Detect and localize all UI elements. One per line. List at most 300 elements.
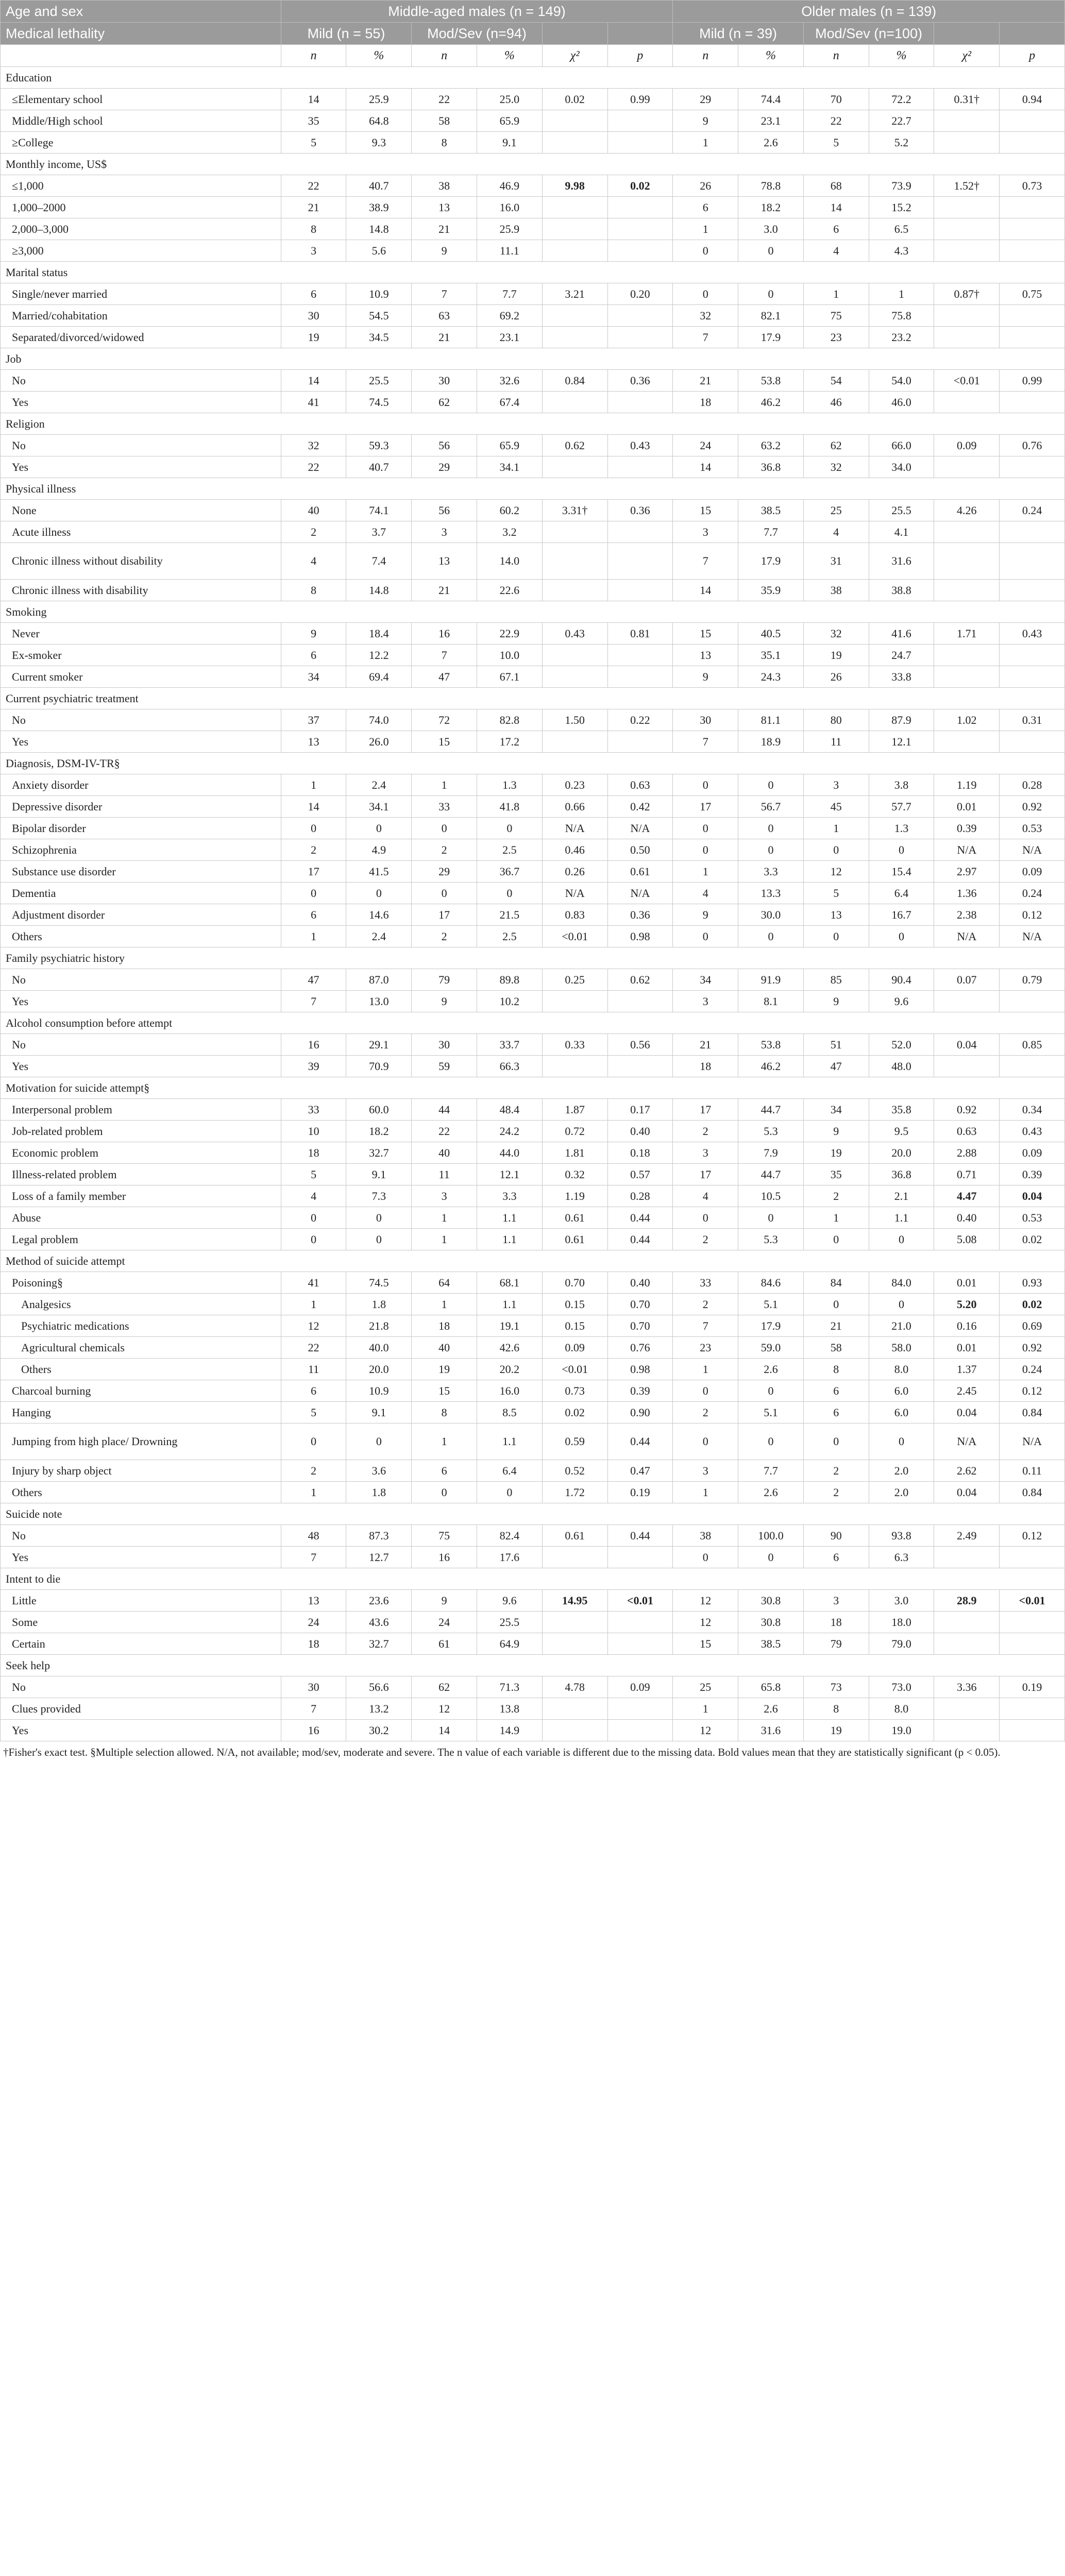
value-cell: 30: [673, 709, 738, 731]
value-cell: 23: [803, 327, 869, 348]
value-cell: 0.26: [542, 861, 607, 883]
value-cell: 1.50: [542, 709, 607, 731]
subheader-cell: n: [281, 45, 346, 67]
header-blank: [542, 23, 607, 45]
value-cell: 64.8: [346, 110, 412, 132]
section-label: Physical illness: [1, 478, 1065, 500]
value-cell: 34.1: [346, 796, 412, 818]
value-cell: 0.93: [1000, 1272, 1065, 1294]
value-cell: <0.01: [542, 926, 607, 947]
value-cell: 23: [673, 1337, 738, 1359]
row-label: Poisoning§: [1, 1272, 281, 1294]
value-cell: 5: [803, 883, 869, 904]
value-cell: N/A: [1000, 1423, 1065, 1460]
table-row: [1, 904, 1065, 926]
value-cell: 75: [412, 1525, 477, 1547]
row-label: ≥College: [1, 132, 281, 154]
value-cell: 0: [412, 883, 477, 904]
value-cell: 19: [803, 1142, 869, 1164]
value-cell: 38.5: [738, 500, 804, 521]
section-label: Religion: [1, 413, 1065, 435]
section-row: [1, 601, 1065, 623]
value-cell: 0: [738, 1380, 804, 1402]
value-cell: [1000, 1056, 1065, 1077]
value-cell: 32.7: [346, 1142, 412, 1164]
value-cell: [934, 521, 1000, 543]
value-cell: [542, 731, 607, 753]
value-cell: 21: [412, 580, 477, 601]
value-cell: [542, 991, 607, 1012]
value-cell: 8: [803, 1698, 869, 1720]
value-cell: 1.1: [477, 1229, 543, 1250]
value-cell: 38: [803, 580, 869, 601]
value-cell: 0.72: [542, 1121, 607, 1142]
value-cell: 72.2: [869, 89, 934, 110]
table-row: [1, 1676, 1065, 1698]
value-cell: 0: [673, 1423, 738, 1460]
value-cell: 0: [738, 839, 804, 861]
header-blank: [1000, 23, 1065, 45]
value-cell: 82.4: [477, 1525, 543, 1547]
value-cell: 24: [281, 1612, 346, 1633]
row-label: Never: [1, 623, 281, 645]
value-cell: 18.0: [869, 1612, 934, 1633]
value-cell: 0.73: [1000, 175, 1065, 197]
header-old-modsev: Mod/Sev (n=100): [803, 23, 934, 45]
value-cell: 4.78: [542, 1676, 607, 1698]
value-cell: 9: [673, 904, 738, 926]
value-cell: 24: [412, 1612, 477, 1633]
value-cell: 2: [803, 1482, 869, 1503]
value-cell: 5.6: [346, 240, 412, 262]
section-label: Family psychiatric history: [1, 947, 1065, 969]
value-cell: [542, 110, 607, 132]
value-cell: 30: [412, 370, 477, 392]
value-cell: 38.8: [869, 580, 934, 601]
row-label: Interpersonal problem: [1, 1099, 281, 1121]
value-cell: 30: [281, 1676, 346, 1698]
value-cell: N/A: [542, 818, 607, 839]
value-cell: [934, 1612, 1000, 1633]
value-cell: 84.0: [869, 1272, 934, 1294]
value-cell: [542, 392, 607, 413]
value-cell: 3.31†: [542, 500, 607, 521]
value-cell: 45: [803, 796, 869, 818]
value-cell: [1000, 1698, 1065, 1720]
value-cell: 19.0: [869, 1720, 934, 1741]
value-cell: 10: [281, 1121, 346, 1142]
table-row: [1, 1423, 1065, 1460]
row-label: Schizophrenia: [1, 839, 281, 861]
value-cell: [542, 645, 607, 666]
row-label: Economic problem: [1, 1142, 281, 1164]
value-cell: 19: [281, 327, 346, 348]
table-row: [1, 327, 1065, 348]
value-cell: 79: [803, 1633, 869, 1655]
table-row: [1, 500, 1065, 521]
value-cell: 19: [803, 1720, 869, 1741]
table-row: [1, 926, 1065, 947]
value-cell: 57.7: [869, 796, 934, 818]
value-cell: 1: [673, 1482, 738, 1503]
value-cell: 8: [412, 1402, 477, 1423]
row-label: Certain: [1, 1633, 281, 1655]
value-cell: 70.9: [346, 1056, 412, 1077]
value-cell: 12: [281, 1315, 346, 1337]
value-cell: 0.09: [607, 1676, 673, 1698]
value-cell: [542, 1056, 607, 1077]
value-cell: 14: [281, 370, 346, 392]
value-cell: 2: [281, 521, 346, 543]
value-cell: 2.38: [934, 904, 1000, 926]
value-cell: 0: [869, 839, 934, 861]
value-cell: 0.24: [1000, 500, 1065, 521]
table-row: [1, 580, 1065, 601]
value-cell: 9.6: [477, 1590, 543, 1612]
value-cell: 65.9: [477, 435, 543, 456]
value-cell: 79.0: [869, 1633, 934, 1655]
section-row: [1, 154, 1065, 175]
value-cell: 2.4: [346, 926, 412, 947]
value-cell: 56: [412, 500, 477, 521]
value-cell: 6: [281, 904, 346, 926]
section-row: [1, 1077, 1065, 1099]
value-cell: [1000, 456, 1065, 478]
value-cell: 17.9: [738, 327, 804, 348]
table-row: [1, 839, 1065, 861]
value-cell: 0.61: [542, 1207, 607, 1229]
value-cell: 21: [412, 218, 477, 240]
value-cell: 14: [281, 89, 346, 110]
value-cell: 41.6: [869, 623, 934, 645]
value-cell: 7.7: [738, 1460, 804, 1482]
value-cell: 40.0: [346, 1337, 412, 1359]
value-cell: 34: [281, 666, 346, 688]
value-cell: 2.5: [477, 839, 543, 861]
value-cell: 1: [673, 1359, 738, 1380]
value-cell: 82.8: [477, 709, 543, 731]
table-row: [1, 1272, 1065, 1294]
table-row: [1, 861, 1065, 883]
value-cell: 8.0: [869, 1359, 934, 1380]
table-row: [1, 1547, 1065, 1568]
table-row: [1, 132, 1065, 154]
value-cell: 15: [412, 1380, 477, 1402]
value-cell: [542, 327, 607, 348]
value-cell: 2.88: [934, 1142, 1000, 1164]
value-cell: [542, 132, 607, 154]
value-cell: [607, 1056, 673, 1077]
value-cell: N/A: [934, 926, 1000, 947]
value-cell: 7: [673, 1315, 738, 1337]
value-cell: 0.62: [607, 969, 673, 991]
value-cell: 1.1: [869, 1207, 934, 1229]
value-cell: 0.83: [542, 904, 607, 926]
value-cell: 17.9: [738, 543, 804, 580]
value-cell: 40.7: [346, 456, 412, 478]
value-cell: 0.31: [1000, 709, 1065, 731]
value-cell: 18: [673, 392, 738, 413]
section-row: [1, 1568, 1065, 1590]
value-cell: 0.53: [1000, 818, 1065, 839]
section-label: Intent to die: [1, 1568, 1065, 1590]
value-cell: [607, 731, 673, 753]
value-cell: 2: [673, 1402, 738, 1423]
value-cell: 1.72: [542, 1482, 607, 1503]
value-cell: 1: [281, 774, 346, 796]
value-cell: 22: [412, 89, 477, 110]
value-cell: 17: [673, 1099, 738, 1121]
value-cell: [1000, 666, 1065, 688]
header-medical-lethality: Medical lethality: [1, 23, 281, 45]
value-cell: 1.3: [477, 774, 543, 796]
value-cell: 74.5: [346, 1272, 412, 1294]
value-cell: 25.9: [346, 89, 412, 110]
value-cell: 30: [412, 1034, 477, 1056]
value-cell: 9.98: [542, 175, 607, 197]
value-cell: [934, 991, 1000, 1012]
value-cell: 0.53: [1000, 1207, 1065, 1229]
table-row: [1, 709, 1065, 731]
value-cell: 0: [738, 818, 804, 839]
row-label: Ex-smoker: [1, 645, 281, 666]
value-cell: 53.8: [738, 370, 804, 392]
value-cell: 1.19: [934, 774, 1000, 796]
value-cell: 6.4: [477, 1460, 543, 1482]
value-cell: [542, 580, 607, 601]
value-cell: 0.28: [607, 1185, 673, 1207]
value-cell: 8: [412, 132, 477, 154]
value-cell: 6.5: [869, 218, 934, 240]
value-cell: 13.2: [346, 1698, 412, 1720]
value-cell: 0.31†: [934, 89, 1000, 110]
value-cell: 17.9: [738, 1315, 804, 1337]
row-label: Illness-related problem: [1, 1164, 281, 1185]
value-cell: 0: [803, 926, 869, 947]
value-cell: 0: [803, 1229, 869, 1250]
value-cell: 15: [412, 731, 477, 753]
value-cell: 6: [281, 1380, 346, 1402]
value-cell: 0: [738, 1207, 804, 1229]
value-cell: 100.0: [738, 1525, 804, 1547]
value-cell: 0: [346, 883, 412, 904]
value-cell: 4: [673, 883, 738, 904]
value-cell: 25.9: [477, 218, 543, 240]
value-cell: 6.0: [869, 1402, 934, 1423]
section-label: Marital status: [1, 262, 1065, 283]
value-cell: 41: [281, 392, 346, 413]
value-cell: 9: [281, 623, 346, 645]
value-cell: 2: [673, 1121, 738, 1142]
value-cell: 3.21: [542, 283, 607, 305]
value-cell: [607, 305, 673, 327]
value-cell: [607, 580, 673, 601]
value-cell: 0: [346, 1423, 412, 1460]
value-cell: 3.2: [477, 521, 543, 543]
value-cell: 2: [803, 1185, 869, 1207]
value-cell: 6.3: [869, 1547, 934, 1568]
value-cell: [1000, 110, 1065, 132]
value-cell: 2.62: [934, 1460, 1000, 1482]
value-cell: 6: [803, 218, 869, 240]
value-cell: 1: [673, 1698, 738, 1720]
value-cell: 38: [673, 1525, 738, 1547]
value-cell: [1000, 392, 1065, 413]
value-cell: [607, 197, 673, 218]
value-cell: 0: [738, 1423, 804, 1460]
value-cell: 4: [281, 1185, 346, 1207]
value-cell: 90: [803, 1525, 869, 1547]
value-cell: 24: [673, 435, 738, 456]
section-row: [1, 688, 1065, 709]
value-cell: 28.9: [934, 1590, 1000, 1612]
value-cell: [607, 666, 673, 688]
value-cell: 9.1: [477, 132, 543, 154]
value-cell: [934, 666, 1000, 688]
value-cell: 36.7: [477, 861, 543, 883]
value-cell: 44.0: [477, 1142, 543, 1164]
value-cell: 18: [673, 1056, 738, 1077]
value-cell: 40.5: [738, 623, 804, 645]
value-cell: [542, 218, 607, 240]
table-row: [1, 1525, 1065, 1547]
row-label: 2,000–3,000: [1, 218, 281, 240]
value-cell: 67.4: [477, 392, 543, 413]
value-cell: 14: [281, 796, 346, 818]
value-cell: 22.6: [477, 580, 543, 601]
value-cell: 17: [412, 904, 477, 926]
value-cell: [542, 666, 607, 688]
value-cell: 18: [281, 1142, 346, 1164]
value-cell: 0: [738, 283, 804, 305]
value-cell: 0.76: [1000, 435, 1065, 456]
value-cell: 5.20: [934, 1294, 1000, 1315]
value-cell: 34.5: [346, 327, 412, 348]
value-cell: <0.01: [542, 1359, 607, 1380]
value-cell: 0.01: [934, 796, 1000, 818]
value-cell: 0.99: [1000, 370, 1065, 392]
value-cell: 9.3: [346, 132, 412, 154]
value-cell: 0.63: [934, 1121, 1000, 1142]
value-cell: 21: [281, 197, 346, 218]
value-cell: [1000, 543, 1065, 580]
value-cell: 1: [281, 1482, 346, 1503]
value-cell: 1.8: [346, 1482, 412, 1503]
value-cell: 1.3: [869, 818, 934, 839]
value-cell: 19: [412, 1359, 477, 1380]
value-cell: 64: [412, 1272, 477, 1294]
value-cell: [607, 132, 673, 154]
subheader-cell: %: [738, 45, 804, 67]
value-cell: 2.6: [738, 132, 804, 154]
value-cell: 21.8: [346, 1315, 412, 1337]
value-cell: 1.37: [934, 1359, 1000, 1380]
row-label: Yes: [1, 456, 281, 478]
value-cell: 0.73: [542, 1380, 607, 1402]
value-cell: [607, 392, 673, 413]
value-cell: 70: [803, 89, 869, 110]
value-cell: 13: [803, 904, 869, 926]
value-cell: 32: [281, 435, 346, 456]
value-cell: 30.2: [346, 1720, 412, 1741]
value-cell: 0: [346, 1229, 412, 1250]
value-cell: 0.59: [542, 1423, 607, 1460]
value-cell: 0.20: [607, 283, 673, 305]
value-cell: [934, 392, 1000, 413]
row-label: Married/cohabitation: [1, 305, 281, 327]
value-cell: 8.1: [738, 991, 804, 1012]
value-cell: 8: [281, 218, 346, 240]
value-cell: 3: [673, 1142, 738, 1164]
value-cell: [934, 240, 1000, 262]
value-cell: 90.4: [869, 969, 934, 991]
row-label: None: [1, 500, 281, 521]
value-cell: 14: [673, 456, 738, 478]
value-cell: 6: [803, 1402, 869, 1423]
table-row: [1, 240, 1065, 262]
value-cell: 0.57: [607, 1164, 673, 1185]
value-cell: 0: [803, 1423, 869, 1460]
value-cell: 7: [673, 327, 738, 348]
value-cell: 44.7: [738, 1164, 804, 1185]
row-label: Acute illness: [1, 521, 281, 543]
value-cell: [1000, 991, 1065, 1012]
value-cell: 18: [803, 1612, 869, 1633]
value-cell: 59.3: [346, 435, 412, 456]
value-cell: 16: [281, 1034, 346, 1056]
value-cell: 7: [281, 1547, 346, 1568]
value-cell: 0.50: [607, 839, 673, 861]
value-cell: 0.15: [542, 1315, 607, 1337]
value-cell: 13: [412, 543, 477, 580]
table-row: [1, 283, 1065, 305]
value-cell: 13.0: [346, 991, 412, 1012]
section-row: [1, 67, 1065, 89]
value-cell: 0.04: [934, 1482, 1000, 1503]
value-cell: 38.5: [738, 1633, 804, 1655]
value-cell: 0.92: [1000, 796, 1065, 818]
value-cell: 0.56: [607, 1034, 673, 1056]
value-cell: 1: [673, 861, 738, 883]
value-cell: 15: [673, 500, 738, 521]
value-cell: 0.12: [1000, 904, 1065, 926]
value-cell: 0: [673, 240, 738, 262]
value-cell: 13: [673, 645, 738, 666]
row-label: ≤1,000: [1, 175, 281, 197]
value-cell: N/A: [607, 883, 673, 904]
value-cell: 29: [412, 861, 477, 883]
value-cell: 31.6: [738, 1720, 804, 1741]
table-row: [1, 1720, 1065, 1741]
section-label: Monthly income, US$: [1, 154, 1065, 175]
value-cell: 40: [412, 1337, 477, 1359]
value-cell: 1: [412, 1207, 477, 1229]
row-label: Others: [1, 926, 281, 947]
value-cell: 11.1: [477, 240, 543, 262]
value-cell: 0.40: [934, 1207, 1000, 1229]
table-row: [1, 645, 1065, 666]
value-cell: 75: [803, 305, 869, 327]
value-cell: 12: [673, 1612, 738, 1633]
value-cell: 48: [281, 1525, 346, 1547]
value-cell: 1: [281, 1294, 346, 1315]
row-label: Middle/High school: [1, 110, 281, 132]
value-cell: 3: [673, 521, 738, 543]
section-row: [1, 1012, 1065, 1034]
value-cell: 17: [673, 796, 738, 818]
value-cell: 0.02: [542, 89, 607, 110]
row-label: Depressive disorder: [1, 796, 281, 818]
